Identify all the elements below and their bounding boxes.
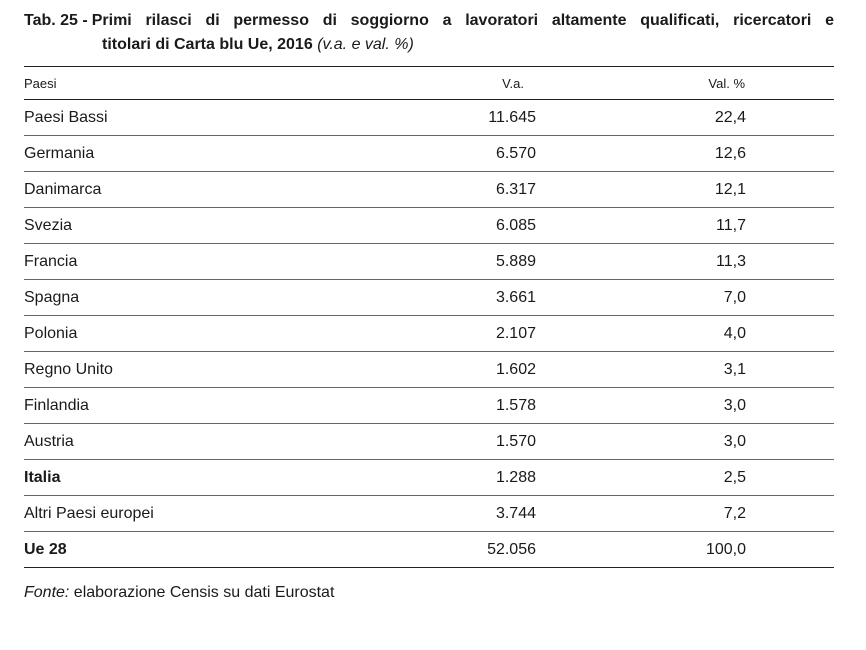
cell-val: 12,6 [714,144,746,162]
cell-country: Francia [24,252,78,270]
cell-va: 6.570 [495,144,536,162]
table-row [24,244,834,280]
cell-val: 4,0 [723,324,746,342]
table-row [24,100,834,136]
title-text-line-1: Primi rilasci di permesso di soggiorno a lavoratori altamente qualificati, ricercatori e [91,12,834,29]
title-units: (v.a. e val. %) [317,36,414,53]
cell-val: 11,7 [716,216,746,234]
source-note [24,584,334,602]
table-row [24,424,834,460]
cell-val: 7,0 [723,288,746,306]
cell-country: Ue 28 [24,540,67,558]
cell-country: Danimarca [24,180,102,198]
cell-va: 11.645 [488,108,536,126]
cell-val: 11,3 [716,252,746,270]
cell-country: Austria [24,432,74,450]
cell-country: Altri Paesi europei [24,504,154,522]
source-label: Fonte: [24,584,70,601]
table-row [24,352,834,388]
title-line-1 [24,9,834,33]
cell-va: 6.085 [495,216,536,234]
cell-va: 2.107 [495,324,536,342]
table-row [24,316,834,352]
table-header-row [24,67,834,99]
table-title [24,9,834,57]
cell-val: 3,1 [723,360,746,378]
table-row [24,208,834,244]
cell-va: 3.744 [495,504,536,522]
cell-country: Germania [24,144,95,162]
table-body [24,100,834,568]
table-row [24,460,834,496]
header-country: Paesi [24,75,57,91]
cell-va: 6.317 [495,180,536,198]
cell-country: Paesi Bassi [24,108,108,126]
cell-va: 52.056 [487,540,536,558]
table-row [24,172,834,208]
cell-val: 22,4 [714,108,746,126]
cell-country: Polonia [24,324,78,342]
title-prefix: Tab. 25 - [24,12,88,29]
cell-val: 12,1 [714,180,746,198]
table-row [24,388,834,424]
cell-country: Regno Unito [24,360,113,378]
header-val: Val. % [708,75,745,91]
table-row [24,136,834,172]
cell-va: 5.889 [495,252,536,270]
cell-country: Svezia [24,216,73,234]
cell-country: Italia [24,468,61,486]
cell-va: 1.288 [495,468,536,486]
cell-val: 100,0 [705,540,746,558]
header-va: V.a. [502,75,524,91]
cell-va: 1.578 [495,396,536,414]
cell-val: 2,5 [723,468,746,486]
cell-country: Finlandia [24,396,89,414]
table-row [24,280,834,316]
title-text-line-2: titolari di Carta blu Ue, 2016 [102,36,313,53]
cell-val: 3,0 [723,396,746,414]
cell-va: 3.661 [495,288,536,306]
cell-va: 1.602 [495,360,536,378]
cell-va: 1.570 [495,432,536,450]
title-line-2 [24,33,834,57]
cell-val: 3,0 [723,432,746,450]
cell-val: 7,2 [723,504,746,522]
table-row [24,496,834,532]
source-text: elaborazione Censis su dati Eurostat [69,584,335,601]
table-row [24,532,834,568]
cell-country: Spagna [24,288,80,306]
